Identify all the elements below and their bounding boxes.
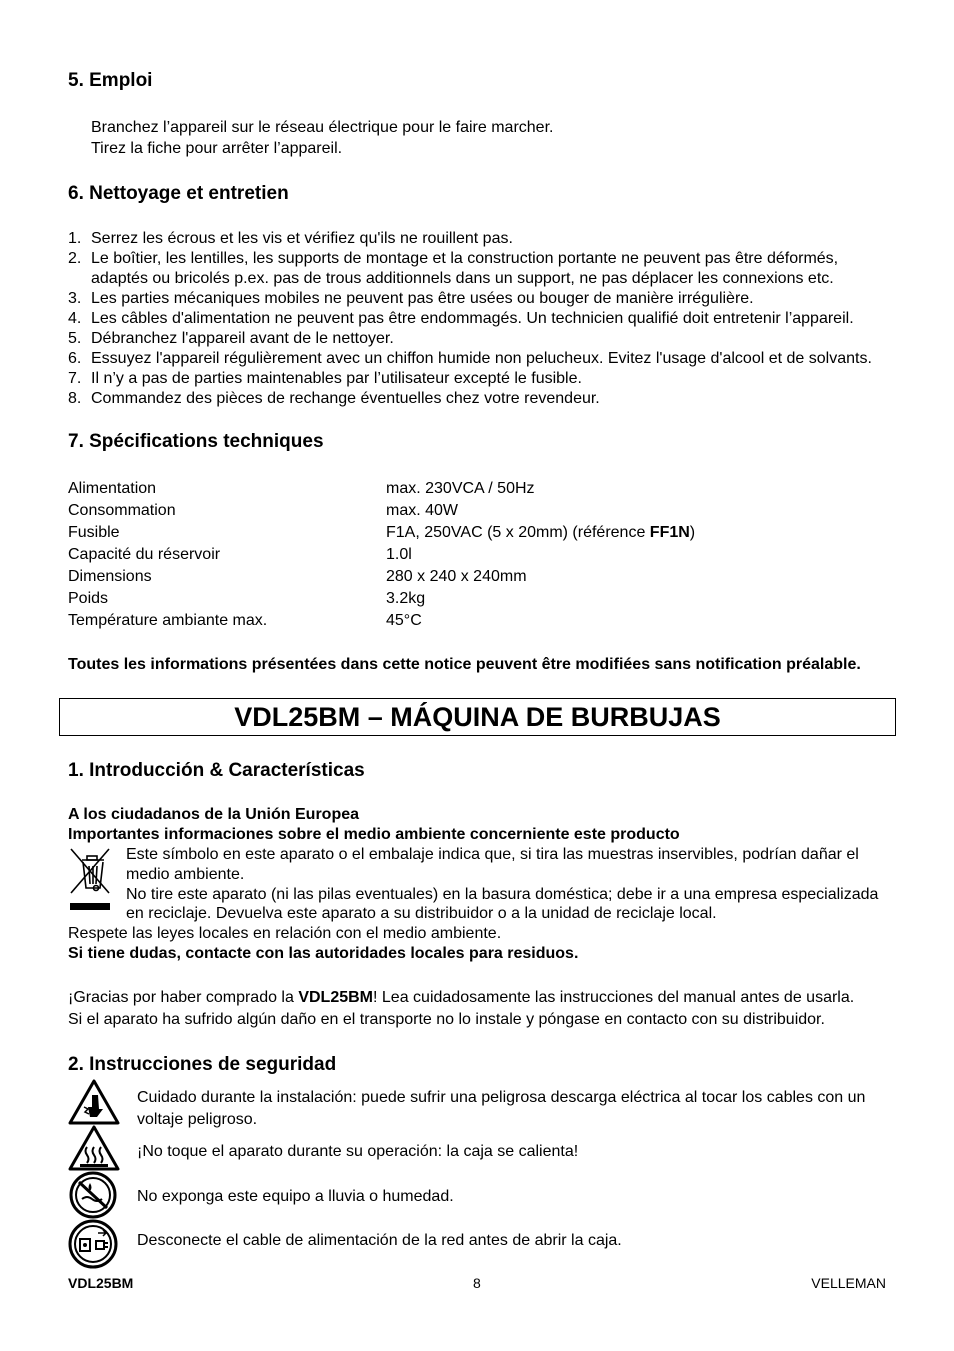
spec-row	[68, 522, 848, 544]
maintenance-list	[68, 229, 888, 409]
safety-text-1-line-2: voltaje peligroso.	[137, 1111, 258, 1128]
spec-value-end: )	[689, 524, 696, 541]
item-text: Essuyez l'appareil régulièrement avec un chiffon humide non pelucheux. Evitez l'usage d'alcool et de solvants.	[91, 350, 872, 367]
spec-value: max. 230VCA / 50Hz	[386, 480, 535, 497]
item-number: 5.	[68, 330, 82, 347]
spec-row	[68, 610, 848, 632]
section-heading-emploi: 5. Emploi	[68, 70, 153, 91]
spanish-title-box	[59, 698, 896, 736]
spec-value: 3.2kg	[386, 590, 426, 607]
spec-label: Dimensions	[68, 568, 152, 585]
page-number: 8	[473, 1275, 481, 1291]
respect-laws-text: Respete las leyes locales en relación con el medio ambiente.	[68, 925, 502, 942]
safety-text-3: No exponga este equipo a lluvia o humedad.	[137, 1188, 454, 1205]
spec-label: Consommation	[68, 502, 176, 519]
weee-line-2: medio ambiente.	[126, 866, 245, 883]
spec-value: 1.0l	[386, 546, 412, 563]
thanks-text	[68, 988, 854, 1008]
list-item	[68, 369, 888, 389]
spec-row	[68, 588, 848, 610]
spec-row	[68, 566, 848, 588]
model-name: VDL25BM	[298, 989, 374, 1006]
item-text: Débranchez l'appareil avant de le nettoyer.	[91, 330, 394, 347]
item-text: Les câbles d'alimentation ne peuvent pas être endommagés. Un technicien qualifié doit entretenir l’appareil.	[91, 310, 854, 327]
spec-value	[386, 522, 695, 544]
list-item	[68, 289, 888, 309]
specifications-table	[68, 478, 848, 632]
emploi-line-1: Branchez l’appareil sur le réseau électrique pour le faire marcher.	[91, 119, 554, 136]
spec-label: Fusible	[68, 524, 120, 541]
item-text: Serrez les écrous et les vis et vérifiez qu'ils ne rouillent pas.	[91, 230, 513, 247]
no-rain-humidity-icon	[68, 1171, 118, 1219]
spec-label: Capacité du réservoir	[68, 546, 221, 563]
electric-shock-warning-icon	[68, 1079, 120, 1125]
list-item	[68, 249, 888, 269]
disconnect-power-icon	[68, 1219, 118, 1269]
thanks-text-end: ! Lea cuidadosamente las instrucciones del manual antes de usarla.	[373, 989, 855, 1006]
environment-heading: Importantes informaciones sobre el medio ambiente concerniente este producto	[68, 826, 680, 843]
item-number: 4.	[68, 310, 82, 327]
item-text: Commandez des pièces de rechange éventuelles chez votre revendeur.	[91, 390, 600, 407]
section-heading-nettoyage: 6. Nettoyage et entretien	[68, 183, 289, 204]
item-number: 6.	[68, 350, 82, 367]
item-number: 7.	[68, 370, 82, 387]
transport-damage-text: Si el aparato ha sufrido algún daño en el transporte no lo instale y póngase en contacto con su distribuidor.	[68, 1011, 825, 1028]
safety-text-4: Desconecte el cable de alimentación de la red antes de abrir la caja.	[137, 1232, 622, 1249]
spec-label: Température ambiante max.	[68, 612, 268, 629]
list-item	[68, 389, 888, 409]
item-number: 8.	[68, 390, 82, 407]
section-heading-specifications: 7. Spécifications techniques	[68, 431, 324, 452]
section-heading-introduccion: 1. Introducción & Características	[68, 760, 365, 781]
list-item	[68, 309, 888, 329]
fuse-reference: FF1N	[649, 524, 690, 541]
eu-heading: A los ciudadanos de la Unión Europea	[68, 806, 360, 823]
emploi-line-2: Tirez la fiche pour arrêter l’appareil.	[91, 140, 343, 157]
item-number: 1.	[68, 230, 82, 247]
list-item	[68, 329, 888, 349]
weee-line-4: en reciclaje. Devuelva este aparato a su distribuidor o a la unidad de reciclaje local.	[126, 905, 717, 922]
weee-line-1: Este símbolo en este aparato o el embalaje indica que, si tira las muestras inservibles, podrían dañar el	[126, 846, 859, 863]
doubts-contact-text: Si tiene dudas, contacte con las autoridades locales para residuos.	[68, 945, 579, 962]
document-title: VDL25BM – MÁQUINA DE BURBUJAS	[234, 702, 721, 732]
item-text: Les parties mécaniques mobiles ne peuvent pas être usées ou bouger de manière irrégulière.	[91, 290, 754, 307]
footer-model: VDL25BM	[68, 1275, 134, 1291]
item-number: 3.	[68, 290, 82, 307]
section-heading-seguridad: 2. Instrucciones de seguridad	[68, 1054, 337, 1075]
weee-crossed-bin-icon	[68, 846, 112, 912]
thanks-text-start: ¡Gracias por haber comprado la	[68, 989, 299, 1006]
spec-value-text: F1A, 250VAC (5 x 20mm) (référence	[386, 524, 650, 541]
list-item-continuation	[68, 269, 888, 289]
spec-label: Alimentation	[68, 480, 157, 497]
item-number: 2.	[68, 250, 82, 267]
spec-value: max. 40W	[386, 502, 459, 519]
item-text: adaptés ou bricolés p.ex. pas de trous additionnels dans un support, ne pas déplacer les connexions etc.	[91, 270, 834, 287]
weee-line-3: No tire este aparato (ni las pilas eventuales) en la basura doméstica; debe ir a una empresa especializada	[126, 886, 879, 903]
spec-label: Poids	[68, 590, 109, 607]
list-item	[68, 229, 888, 249]
modification-notice: Toutes les informations présentées dans cette notice peuvent être modifiées sans notification préalable.	[68, 656, 861, 673]
spec-value: 280 x 240 x 240mm	[386, 568, 527, 585]
spec-row	[68, 544, 848, 566]
safety-text-2: ¡No toque el aparato durante su operación: la caja se calienta!	[137, 1143, 579, 1160]
item-text: Le boîtier, les lentilles, les supports de montage et la construction portante ne peuvent pas être déformés,	[91, 250, 839, 267]
list-item	[68, 349, 888, 369]
safety-text-1-line-1: Cuidado durante la instalación: puede sufrir una peligrosa descarga eléctrica al tocar los cables con un	[137, 1089, 866, 1106]
hot-surface-warning-icon	[68, 1125, 120, 1171]
footer-brand: VELLEMAN	[811, 1275, 886, 1291]
spec-value: 45°C	[386, 612, 422, 629]
item-text: Il n’y a pas de parties maintenables par l’utilisateur excepté le fusible.	[91, 370, 582, 387]
spec-row	[68, 500, 848, 522]
spec-row	[68, 478, 848, 500]
